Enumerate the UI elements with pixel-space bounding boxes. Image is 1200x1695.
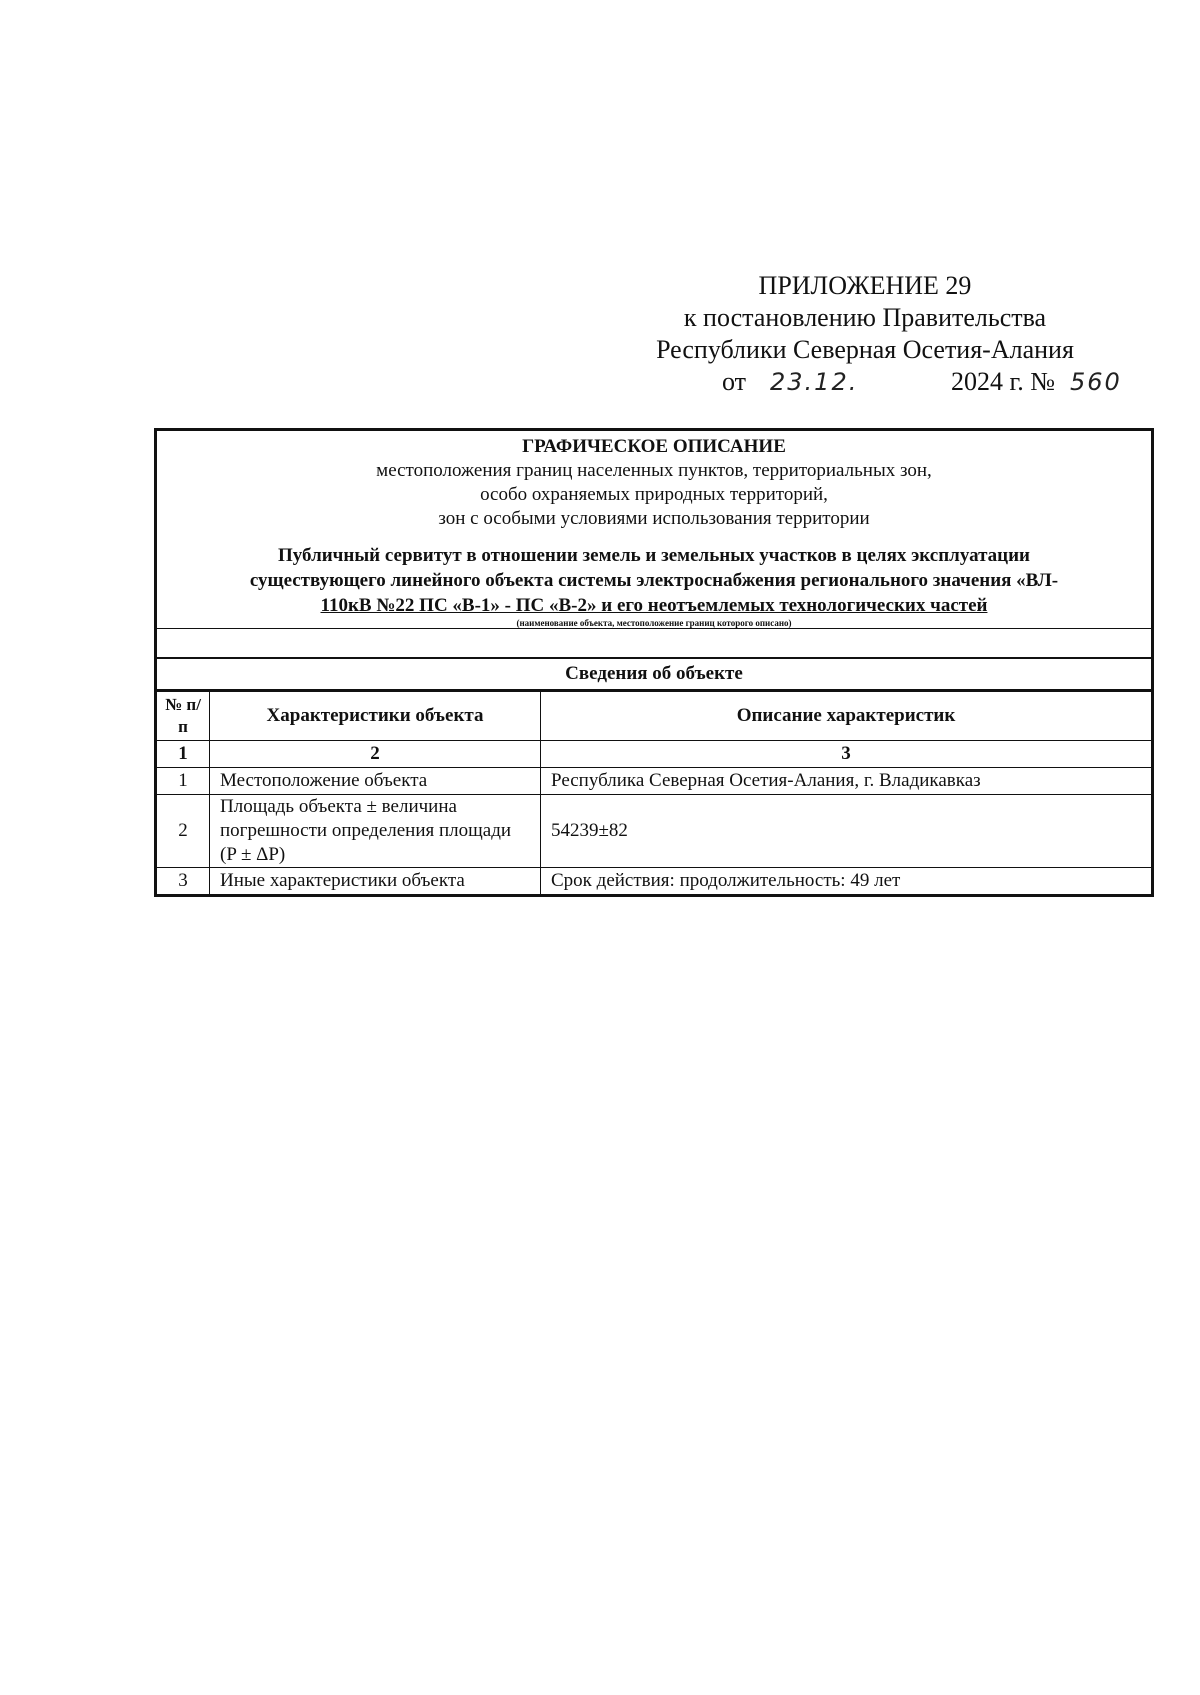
handwritten-number: 560: [1070, 368, 1122, 396]
row-description: Срок действия: продолжительность: 49 лет: [541, 868, 1152, 895]
year-number-label: 2024 г. №: [951, 367, 1056, 396]
date-prefix: от: [722, 367, 747, 396]
column-number-row: [157, 741, 1151, 768]
object-name-line-3: 110кВ №22 ПС «В-1» - ПС «В-2» и его неотъемлемых технологических частей: [320, 595, 988, 616]
row-num: 1: [157, 768, 210, 795]
handwritten-date: 23.12.: [770, 368, 859, 396]
document-subtitle-2: особо охраняемых природных территорий,: [480, 484, 828, 505]
header-num: № п/п: [157, 692, 210, 741]
row-description: Республика Северная Осетия-Алания, г. Владикавказ: [541, 768, 1152, 795]
document-title: ГРАФИЧЕСКОЕ ОПИСАНИЕ: [522, 436, 786, 457]
document-header: [157, 431, 1151, 618]
object-name: [163, 543, 1145, 618]
row-num: 2: [157, 795, 210, 868]
row-characteristic: Иные характеристики объекта: [210, 868, 541, 895]
document-subtitle-3: зон с особыми условиями использования территории: [438, 508, 870, 529]
blank-row: [157, 629, 1151, 659]
header-characteristic: Характеристики объекта: [210, 692, 541, 741]
object-caption: (наименование объекта, местоположение границ которого описано): [157, 618, 1151, 629]
object-name-line-2: существующего линейного объекта системы электроснабжения регионального значения «ВЛ-: [249, 570, 1059, 591]
appendix-date-line: [620, 366, 1122, 400]
object-info-table: [157, 691, 1151, 894]
row-characteristic: Местоположение объекта: [210, 768, 541, 795]
appendix-block: [620, 270, 1122, 400]
graphic-description-frame: [154, 428, 1154, 897]
appendix-line-republic: Республики Северная Осетия-Алания: [656, 335, 1074, 364]
object-name-line-1: Публичный сервитут в отношении земель и земельных участков в целях эксплуатации: [278, 545, 1030, 566]
document-subtitle-1: местоположения границ населенных пунктов, территориальных зон,: [376, 460, 932, 481]
table-row: [157, 768, 1151, 795]
table-row: [157, 795, 1151, 868]
appendix-title: ПРИЛОЖЕНИЕ 29: [758, 271, 972, 300]
column-number-3: 3: [541, 741, 1152, 768]
table-row: [157, 868, 1151, 895]
column-number-1: 1: [157, 741, 210, 768]
row-num: 3: [157, 868, 210, 895]
header-description: Описание характеристик: [541, 692, 1152, 741]
row-description: 54239±82: [541, 795, 1152, 868]
table-header-row: [157, 692, 1151, 741]
row-characteristic: Площадь объекта ± величина погрешности определения площади (P ± ΔP): [210, 795, 541, 868]
section-title: Сведения об объекте: [157, 659, 1151, 691]
column-number-2: 2: [210, 741, 541, 768]
appendix-line-resolution: к постановлению Правительства: [683, 303, 1047, 332]
